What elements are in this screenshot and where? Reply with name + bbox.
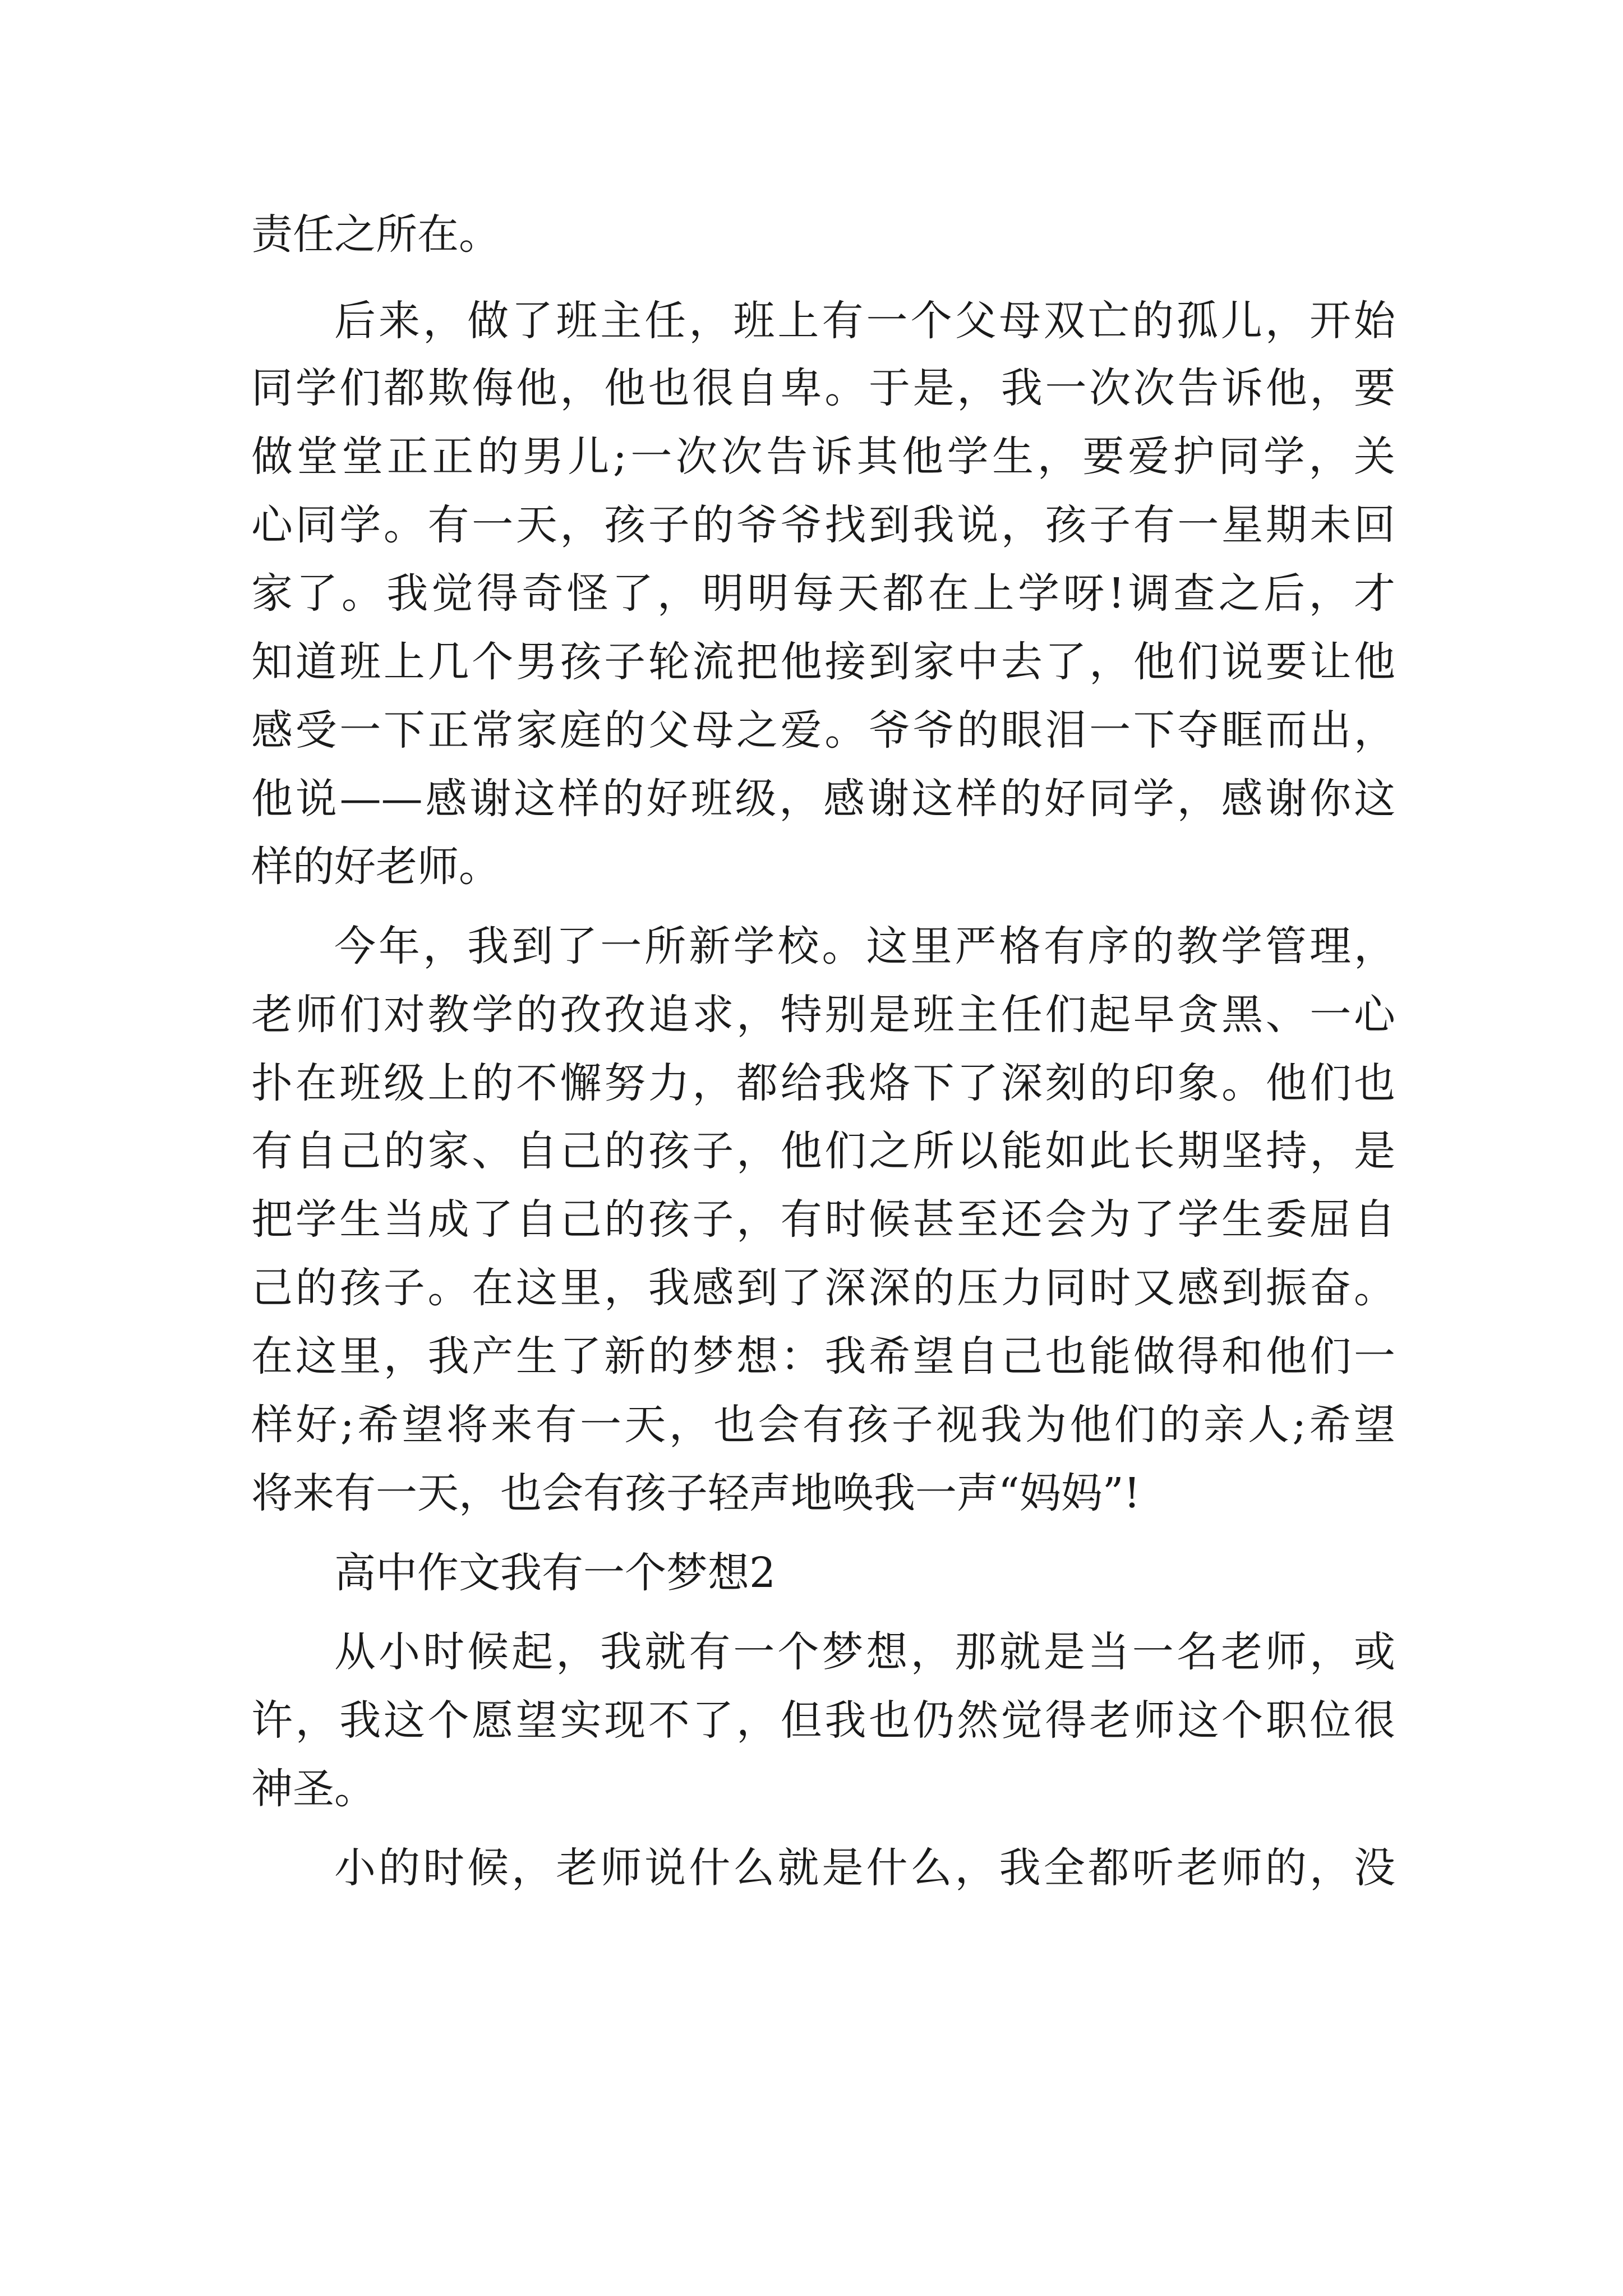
text-line: 家了。我觉得奇怪了，明明每天都在上学呀!调查之后，才: [251, 569, 1395, 618]
text-line: 有自己的家、自己的孩子，他们之所以能如此长期坚持，是: [251, 1127, 1395, 1175]
text-line: 感受一下正常家庭的父母之爱。爷爷的眼泪一下夺眶而出，: [251, 706, 1395, 754]
text-line: 责任之所在。: [251, 210, 500, 259]
text-line: 把学生当成了自己的孩子，有时候甚至还会为了学生委屈自: [251, 1195, 1395, 1244]
paragraph-first-line: 后来，做了班主任，班上有一个父母双亡的孤儿，开始: [334, 297, 1395, 345]
text-line: 心同学。有一天，孩子的爷爷找到我说，孩子有一星期未回: [251, 501, 1395, 549]
text-line: 神圣。: [251, 1765, 376, 1813]
paragraph-first-line: 今年，我到了一所新学校。这里严格有序的教学管理，: [334, 922, 1395, 970]
text-line: 己的孩子。在这里，我感到了深深的压力同时又感到振奋。: [251, 1264, 1395, 1312]
text-line: 样好;希望将来有一天，也会有孩子视我为他们的亲人;希望: [251, 1401, 1395, 1449]
text-line: 扑在班级上的不懈努力，都给我烙下了深刻的印象。他们也: [251, 1059, 1395, 1107]
text-line: 许，我这个愿望实现不了，但我也仍然觉得老师这个职位很: [251, 1696, 1395, 1745]
text-line: 他说——感谢这样的好班级，感谢这样的好同学，感谢你这: [251, 775, 1395, 823]
text-line: 做堂堂正正的男儿;一次次告诉其他学生，要爱护同学，关: [251, 432, 1395, 481]
text-line: 在这里，我产生了新的梦想：我希望自己也能做得和他们一: [251, 1332, 1395, 1381]
paragraph-first-line: 从小时候起，我就有一个梦想，那就是当一名老师，或: [334, 1628, 1395, 1676]
text-line: 样的好老师。: [251, 843, 500, 891]
text-line: 知道班上几个男孩子轮流把他接到家中去了，他们说要让他: [251, 638, 1395, 686]
paragraph-first-line: 小的时候，老师说什么就是什么，我全都听老师的，没: [334, 1844, 1395, 1892]
text-line: 将来有一天，也会有孩子轻声地唤我一声“妈妈”!: [251, 1469, 1141, 1517]
text-line: 同学们都欺侮他，他也很自卑。于是，我一次次告诉他，要: [251, 364, 1395, 412]
text-line: 老师们对教学的孜孜追求，特别是班主任们起早贪黑、一心: [251, 991, 1395, 1039]
section-heading: 高中作文我有一个梦想2: [334, 1549, 776, 1597]
